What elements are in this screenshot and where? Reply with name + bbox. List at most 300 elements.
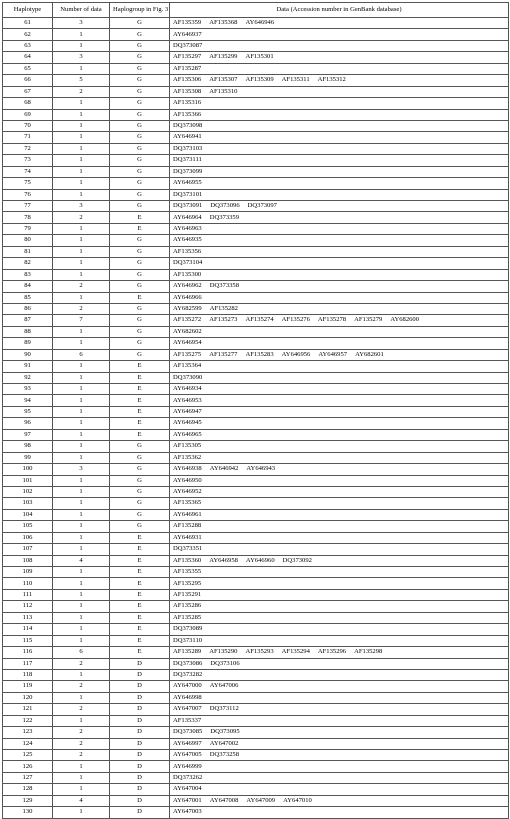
accession-number: AF135277 — [209, 350, 238, 358]
number-of-data-cell: 3 — [53, 52, 110, 63]
haplogroup-cell: E — [110, 601, 170, 612]
table-row — [3, 384, 509, 395]
number-of-data-cell: 1 — [53, 589, 110, 600]
accession-number: AY646963 — [173, 224, 202, 232]
accession-cell — [170, 281, 509, 292]
accession-number: AF135365 — [173, 499, 202, 507]
haplotype-cell: 88 — [3, 326, 53, 337]
accession-cell — [170, 395, 509, 406]
accession-number: DQ373104 — [173, 259, 203, 267]
accession-cell — [170, 132, 509, 143]
accession-cell — [170, 18, 509, 29]
haplogroup-cell: D — [110, 807, 170, 818]
accession-cell — [170, 338, 509, 349]
haplotype-cell: 73 — [3, 155, 53, 166]
accession-cell — [170, 246, 509, 257]
table-row — [3, 795, 509, 806]
haplotype-cell: 112 — [3, 601, 53, 612]
table-row — [3, 75, 509, 86]
accession-number: AY647008 — [209, 796, 239, 804]
number-of-data-cell: 1 — [53, 63, 110, 74]
accession-number: AF135293 — [245, 648, 274, 656]
accession-number: DQ373087 — [173, 41, 203, 49]
accession-number: AF135355 — [173, 568, 202, 576]
table-row — [3, 464, 509, 475]
haplotype-cell: 77 — [3, 201, 53, 212]
number-of-data-cell: 2 — [53, 86, 110, 97]
table-row — [3, 750, 509, 761]
haplotype-cell: 69 — [3, 109, 53, 120]
number-of-data-cell: 1 — [53, 509, 110, 520]
haplogroup-cell: G — [110, 509, 170, 520]
haplotype-cell: 63 — [3, 40, 53, 51]
table-row — [3, 361, 509, 372]
accession-number: DQ373282 — [173, 671, 203, 679]
accession-cell — [170, 681, 509, 692]
accession-cell — [170, 326, 509, 337]
number-of-data-cell: 2 — [53, 738, 110, 749]
table-row — [3, 109, 509, 120]
haplotype-cell: 120 — [3, 692, 53, 703]
accession-number: DQ373096 — [210, 202, 240, 210]
accession-number: AY646938 — [173, 465, 202, 473]
haplogroup-cell: G — [110, 189, 170, 200]
table-row — [3, 601, 509, 612]
haplotype-cell: 99 — [3, 452, 53, 463]
table-row — [3, 681, 509, 692]
haplotype-table — [2, 2, 509, 819]
haplogroup-cell: E — [110, 372, 170, 383]
accession-cell — [170, 784, 509, 795]
table-row — [3, 486, 509, 497]
accession-number: AF135294 — [281, 648, 310, 656]
accession-number: AY646964 — [173, 213, 202, 221]
haplotype-cell: 94 — [3, 395, 53, 406]
haplogroup-cell: G — [110, 281, 170, 292]
accession-number: AF135312 — [317, 76, 346, 84]
table-row — [3, 63, 509, 74]
table-row — [3, 544, 509, 555]
haplogroup-cell: G — [110, 464, 170, 475]
table-row — [3, 509, 509, 520]
haplogroup-cell: E — [110, 384, 170, 395]
accession-cell — [170, 498, 509, 509]
table-row — [3, 40, 509, 51]
table-row — [3, 784, 509, 795]
haplogroup-cell: E — [110, 624, 170, 635]
table-row — [3, 567, 509, 578]
accession-number: DQ373091 — [173, 202, 203, 210]
accession-cell — [170, 315, 509, 326]
number-of-data-cell: 1 — [53, 143, 110, 154]
haplotype-cell: 102 — [3, 486, 53, 497]
haplogroup-cell: G — [110, 486, 170, 497]
haplotype-cell: 98 — [3, 441, 53, 452]
accession-number: AF135309 — [245, 76, 274, 84]
haplotype-cell: 111 — [3, 589, 53, 600]
haplotype-cell: 75 — [3, 178, 53, 189]
haplogroup-cell: G — [110, 63, 170, 74]
haplogroup-cell: D — [110, 658, 170, 669]
haplogroup-cell: E — [110, 418, 170, 429]
haplogroup-cell: E — [110, 612, 170, 623]
accession-cell — [170, 429, 509, 440]
haplotype-cell: 83 — [3, 269, 53, 280]
number-of-data-cell: 1 — [53, 807, 110, 818]
accession-cell — [170, 578, 509, 589]
haplogroup-cell: G — [110, 452, 170, 463]
haplotype-cell: 67 — [3, 86, 53, 97]
accession-cell — [170, 63, 509, 74]
accession-cell — [170, 75, 509, 86]
haplotype-cell: 95 — [3, 406, 53, 417]
number-of-data-cell: 1 — [53, 338, 110, 349]
haplogroup-cell: E — [110, 406, 170, 417]
table-row — [3, 281, 509, 292]
accession-number: AY646998 — [173, 693, 202, 701]
haplotype-cell: 115 — [3, 635, 53, 646]
accession-cell — [170, 303, 509, 314]
accession-number: AF135290 — [209, 648, 238, 656]
accession-cell — [170, 109, 509, 120]
number-of-data-cell: 1 — [53, 475, 110, 486]
haplogroup-cell: D — [110, 795, 170, 806]
haplotype-cell: 118 — [3, 669, 53, 680]
table-row — [3, 178, 509, 189]
haplotype-cell: 109 — [3, 567, 53, 578]
haplogroup-cell: E — [110, 429, 170, 440]
accession-number: AY646937 — [173, 30, 202, 38]
haplogroup-cell: D — [110, 715, 170, 726]
accession-number: DQ373359 — [209, 213, 240, 221]
number-of-data-cell: 1 — [53, 601, 110, 612]
accession-number: AY646960 — [245, 556, 275, 564]
accession-number: DQ373112 — [209, 705, 239, 713]
haplogroup-cell: G — [110, 40, 170, 51]
table-row — [3, 521, 509, 532]
haplogroup-cell: G — [110, 498, 170, 509]
haplogroup-cell: E — [110, 589, 170, 600]
accession-number: AY646966 — [173, 293, 202, 301]
accession-number: AY646931 — [173, 533, 202, 541]
haplotype-cell: 79 — [3, 223, 53, 234]
table-row — [3, 555, 509, 566]
table-row — [3, 738, 509, 749]
accession-number: AY646962 — [173, 282, 202, 290]
number-of-data-cell: 5 — [53, 75, 110, 86]
accession-number: AF135295 — [173, 579, 202, 587]
table-row — [3, 715, 509, 726]
haplogroup-cell: G — [110, 338, 170, 349]
haplogroup-cell: G — [110, 166, 170, 177]
table-row — [3, 52, 509, 63]
haplogroup-cell: G — [110, 109, 170, 120]
accession-number: DQ373095 — [210, 728, 240, 736]
accession-number: AY682601 — [355, 350, 384, 358]
haplogroup-cell: G — [110, 475, 170, 486]
table-row — [3, 452, 509, 463]
table-row — [3, 727, 509, 738]
haplotype-cell: 80 — [3, 235, 53, 246]
table-row — [3, 669, 509, 680]
accession-cell — [170, 452, 509, 463]
haplogroup-cell: D — [110, 669, 170, 680]
accession-cell — [170, 761, 509, 772]
accession-number: DQ373099 — [173, 167, 203, 175]
haplotype-cell: 101 — [3, 475, 53, 486]
accession-number: DQ373085 — [173, 728, 203, 736]
table-row — [3, 761, 509, 772]
haplotype-cell: 76 — [3, 189, 53, 200]
accession-cell — [170, 235, 509, 246]
haplogroup-cell: E — [110, 395, 170, 406]
haplotype-cell: 93 — [3, 384, 53, 395]
accession-number: DQ373111 — [173, 156, 202, 164]
haplogroup-cell: E — [110, 544, 170, 555]
number-of-data-cell: 6 — [53, 647, 110, 658]
accession-number: AY646935 — [173, 236, 202, 244]
accession-cell — [170, 292, 509, 303]
header-number-of-data: Number of data — [53, 3, 110, 18]
number-of-data-cell: 1 — [53, 132, 110, 143]
haplotype-cell: 107 — [3, 544, 53, 555]
accession-number: DQ373098 — [173, 122, 203, 130]
haplotype-cell: 70 — [3, 120, 53, 131]
number-of-data-cell: 2 — [53, 727, 110, 738]
number-of-data-cell: 1 — [53, 395, 110, 406]
accession-cell — [170, 212, 509, 223]
accession-number: AY647006 — [209, 682, 239, 690]
haplogroup-cell: E — [110, 647, 170, 658]
number-of-data-cell: 1 — [53, 361, 110, 372]
number-of-data-cell: 1 — [53, 326, 110, 337]
number-of-data-cell: 1 — [53, 166, 110, 177]
accession-cell — [170, 635, 509, 646]
accession-number: AY682602 — [173, 327, 202, 335]
table-row — [3, 86, 509, 97]
accession-cell — [170, 669, 509, 680]
accession-number: AF135316 — [173, 99, 202, 107]
haplogroup-cell: G — [110, 143, 170, 154]
accession-number: DQ373258 — [209, 751, 240, 759]
haplotype-cell: 103 — [3, 498, 53, 509]
accession-number: AF135272 — [173, 316, 202, 324]
haplogroup-cell: G — [110, 132, 170, 143]
accession-number: AY646997 — [173, 739, 202, 747]
haplogroup-cell: G — [110, 303, 170, 314]
haplogroup-cell: G — [110, 178, 170, 189]
accession-number: AF135296 — [317, 648, 347, 656]
accession-number: DQ373106 — [210, 659, 240, 667]
accession-cell — [170, 509, 509, 520]
accession-number: AY646934 — [173, 385, 202, 393]
accession-number: AF135364 — [173, 362, 202, 370]
number-of-data-cell: 7 — [53, 315, 110, 326]
accession-cell — [170, 361, 509, 372]
accession-number: AF135275 — [173, 350, 202, 358]
accession-number: AF135282 — [209, 305, 238, 313]
accession-number: AY646943 — [246, 465, 276, 473]
table-body — [3, 18, 509, 819]
accession-number: DQ373101 — [173, 190, 203, 198]
haplotype-cell: 92 — [3, 372, 53, 383]
number-of-data-cell: 2 — [53, 681, 110, 692]
number-of-data-cell: 1 — [53, 109, 110, 120]
haplogroup-cell: G — [110, 29, 170, 40]
haplotype-cell: 130 — [3, 807, 53, 818]
number-of-data-cell: 1 — [53, 406, 110, 417]
number-of-data-cell: 1 — [53, 258, 110, 269]
haplotype-cell: 100 — [3, 464, 53, 475]
haplogroup-cell: D — [110, 738, 170, 749]
number-of-data-cell: 1 — [53, 441, 110, 452]
haplotype-cell: 128 — [3, 784, 53, 795]
haplogroup-cell: G — [110, 120, 170, 131]
accession-cell — [170, 464, 509, 475]
haplogroup-cell: G — [110, 258, 170, 269]
accession-cell — [170, 486, 509, 497]
haplogroup-cell: D — [110, 750, 170, 761]
accession-number: DQ373351 — [173, 545, 203, 553]
accession-number: AY647003 — [173, 808, 202, 816]
number-of-data-cell: 1 — [53, 223, 110, 234]
number-of-data-cell: 1 — [53, 189, 110, 200]
table-row — [3, 143, 509, 154]
accession-number: AY646954 — [173, 339, 202, 347]
number-of-data-cell: 3 — [53, 201, 110, 212]
number-of-data-cell: 1 — [53, 418, 110, 429]
accession-cell — [170, 601, 509, 612]
haplotype-cell: 117 — [3, 658, 53, 669]
accession-number: AF135299 — [209, 53, 238, 61]
accession-cell — [170, 223, 509, 234]
accession-number: AF135308 — [173, 87, 202, 95]
number-of-data-cell: 1 — [53, 772, 110, 783]
accession-cell — [170, 750, 509, 761]
accession-number: AF135310 — [209, 87, 238, 95]
haplotype-cell: 87 — [3, 315, 53, 326]
table-row — [3, 475, 509, 486]
accession-cell — [170, 475, 509, 486]
table-row — [3, 292, 509, 303]
haplotype-cell: 119 — [3, 681, 53, 692]
haplotype-cell: 78 — [3, 212, 53, 223]
haplotype-cell: 113 — [3, 612, 53, 623]
accession-number: AF135288 — [173, 522, 202, 530]
haplogroup-cell: G — [110, 349, 170, 360]
header-accession-data: Data (Accession number in GenBank database) — [170, 3, 509, 18]
haplotype-cell: 121 — [3, 704, 53, 715]
table-row — [3, 395, 509, 406]
accession-cell — [170, 269, 509, 280]
accession-cell — [170, 384, 509, 395]
number-of-data-cell: 1 — [53, 761, 110, 772]
number-of-data-cell: 1 — [53, 452, 110, 463]
accession-cell — [170, 521, 509, 532]
accession-cell — [170, 349, 509, 360]
haplogroup-cell: G — [110, 52, 170, 63]
accession-cell — [170, 406, 509, 417]
number-of-data-cell: 1 — [53, 120, 110, 131]
haplotype-cell: 72 — [3, 143, 53, 154]
table-row — [3, 258, 509, 269]
table-row — [3, 201, 509, 212]
accession-number: AF135360 — [173, 556, 202, 564]
table-row — [3, 807, 509, 818]
number-of-data-cell: 1 — [53, 692, 110, 703]
table-row — [3, 212, 509, 223]
table-row — [3, 692, 509, 703]
accession-number: DQ373110 — [173, 636, 203, 644]
accession-cell — [170, 727, 509, 738]
header-haplotype: Haplotype — [3, 3, 53, 18]
table-row — [3, 223, 509, 234]
table-row — [3, 29, 509, 40]
table-row — [3, 647, 509, 658]
number-of-data-cell: 1 — [53, 498, 110, 509]
number-of-data-cell: 4 — [53, 795, 110, 806]
accession-cell — [170, 441, 509, 452]
accession-number: AF135291 — [173, 590, 202, 598]
number-of-data-cell: 1 — [53, 578, 110, 589]
haplotype-cell: 114 — [3, 624, 53, 635]
haplotype-cell: 96 — [3, 418, 53, 429]
haplogroup-cell: D — [110, 692, 170, 703]
accession-cell — [170, 29, 509, 40]
accession-number: DQ373092 — [282, 556, 312, 564]
accession-number: AF135274 — [245, 316, 274, 324]
accession-number: AY646965 — [173, 430, 202, 438]
accession-number: DQ373086 — [173, 659, 203, 667]
accession-number: AF135356 — [173, 247, 202, 255]
accession-cell — [170, 86, 509, 97]
number-of-data-cell: 2 — [53, 281, 110, 292]
haplogroup-cell: G — [110, 75, 170, 86]
table-row — [3, 326, 509, 337]
accession-cell — [170, 567, 509, 578]
table-row — [3, 624, 509, 635]
accession-cell — [170, 704, 509, 715]
number-of-data-cell: 1 — [53, 784, 110, 795]
accession-number: AF135368 — [209, 19, 238, 27]
accession-number: DQ373089 — [173, 625, 203, 633]
accession-number: DQ373103 — [173, 144, 203, 152]
haplogroup-cell: D — [110, 704, 170, 715]
accession-number: AF135306 — [173, 76, 202, 84]
accession-number: AY646953 — [173, 396, 202, 404]
haplotype-cell: 125 — [3, 750, 53, 761]
haplogroup-cell: E — [110, 578, 170, 589]
haplotype-cell: 64 — [3, 52, 53, 63]
accession-cell — [170, 555, 509, 566]
table-row — [3, 246, 509, 257]
accession-cell — [170, 647, 509, 658]
haplotype-cell: 104 — [3, 509, 53, 520]
accession-cell — [170, 715, 509, 726]
accession-cell — [170, 155, 509, 166]
haplotype-cell: 65 — [3, 63, 53, 74]
accession-cell — [170, 258, 509, 269]
accession-number: AY647001 — [173, 796, 202, 804]
number-of-data-cell: 2 — [53, 750, 110, 761]
accession-cell — [170, 692, 509, 703]
accession-number: AY646947 — [173, 407, 202, 415]
table-row — [3, 132, 509, 143]
haplotype-cell: 71 — [3, 132, 53, 143]
accession-cell — [170, 98, 509, 109]
haplotype-cell: 66 — [3, 75, 53, 86]
accession-number: AY647007 — [173, 705, 202, 713]
